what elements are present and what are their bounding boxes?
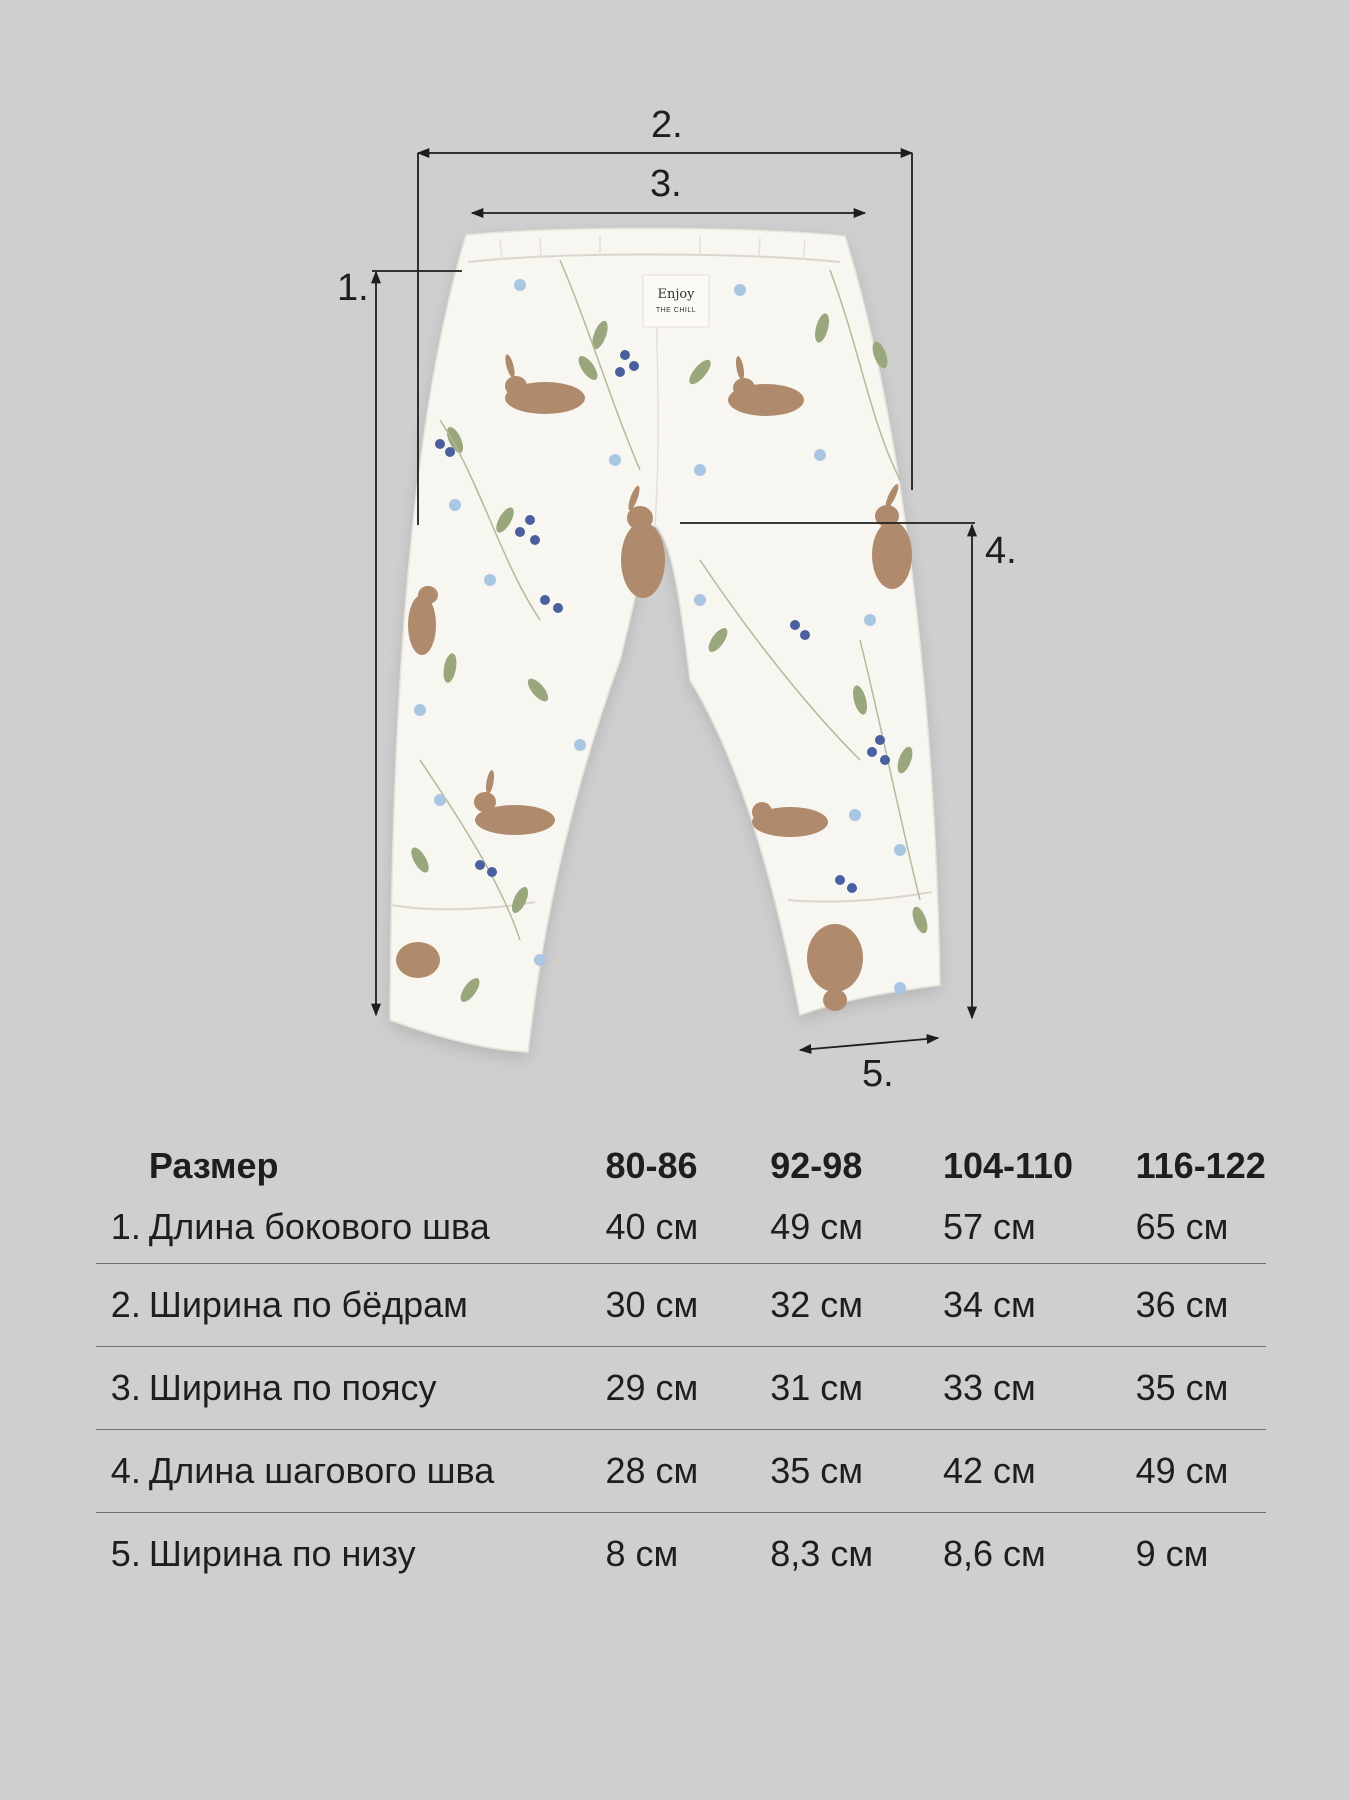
row-value: 33 см (942, 1367, 1036, 1408)
header-size-1: 80-86 (605, 1145, 698, 1186)
row-value: 34 см (942, 1284, 1036, 1325)
row-measurement-name: Ширина по низу (148, 1533, 416, 1574)
header-size-3: 104-110 (942, 1145, 1074, 1186)
row-value: 40 см (605, 1206, 699, 1247)
table-row (96, 1430, 1266, 1513)
row-value: 29 см (605, 1367, 699, 1408)
row-value: 30 см (605, 1284, 699, 1325)
row-value: 31 см (770, 1367, 864, 1408)
dimension-label-5: 5. (862, 1053, 894, 1095)
row-measurement-name: Ширина по поясу (148, 1367, 437, 1408)
row-number: 5. (110, 1533, 141, 1574)
row-measurement-name: Длина бокового шва (148, 1206, 490, 1247)
row-value: 65 см (1135, 1206, 1229, 1247)
svg-text:Enjoy: Enjoy (657, 287, 695, 302)
row-measurement-name: Ширина по бёдрам (148, 1284, 468, 1325)
size-chart-table (96, 1135, 1266, 1595)
brand-tag (643, 275, 709, 327)
header-size-2: 92-98 (770, 1145, 863, 1186)
dimension-label-3: 3. (650, 163, 682, 205)
row-value: 35 см (770, 1450, 864, 1491)
row-number: 3. (110, 1367, 141, 1408)
row-value: 9 см (1135, 1533, 1209, 1574)
row-value: 49 см (1135, 1450, 1229, 1491)
table-row (96, 1197, 1266, 1264)
dimension-5-line (800, 1038, 938, 1050)
table-row (96, 1513, 1266, 1596)
header-num-cell (96, 1135, 149, 1197)
row-value: 35 см (1135, 1367, 1229, 1408)
row-value: 42 см (942, 1450, 1036, 1491)
header-size-4: 116-122 (1135, 1145, 1266, 1186)
row-value: 32 см (770, 1284, 864, 1325)
row-value: 8,6 см (942, 1533, 1046, 1574)
table-header-row (96, 1135, 1266, 1197)
pants-body (390, 228, 940, 1052)
table-row (96, 1264, 1266, 1347)
row-value: 8,3 см (770, 1533, 874, 1574)
row-number: 1. (110, 1206, 141, 1247)
row-value: 8 см (605, 1533, 679, 1574)
dimension-label-4: 4. (985, 530, 1017, 572)
table-row (96, 1347, 1266, 1430)
row-value: 36 см (1135, 1284, 1229, 1325)
pants-illustration (390, 228, 940, 1052)
row-measurement-name: Длина шагового шва (148, 1450, 495, 1491)
row-value: 57 см (942, 1206, 1036, 1247)
dimension-label-1: 1. (337, 267, 369, 309)
svg-text:THE CHILL: THE CHILL (655, 307, 697, 314)
header-size-label: Размер (148, 1145, 279, 1186)
dimension-label-2: 2. (651, 104, 683, 146)
row-value: 28 см (605, 1450, 699, 1491)
row-number: 4. (110, 1450, 141, 1491)
row-value: 49 см (770, 1206, 864, 1247)
row-number: 2. (110, 1284, 141, 1325)
